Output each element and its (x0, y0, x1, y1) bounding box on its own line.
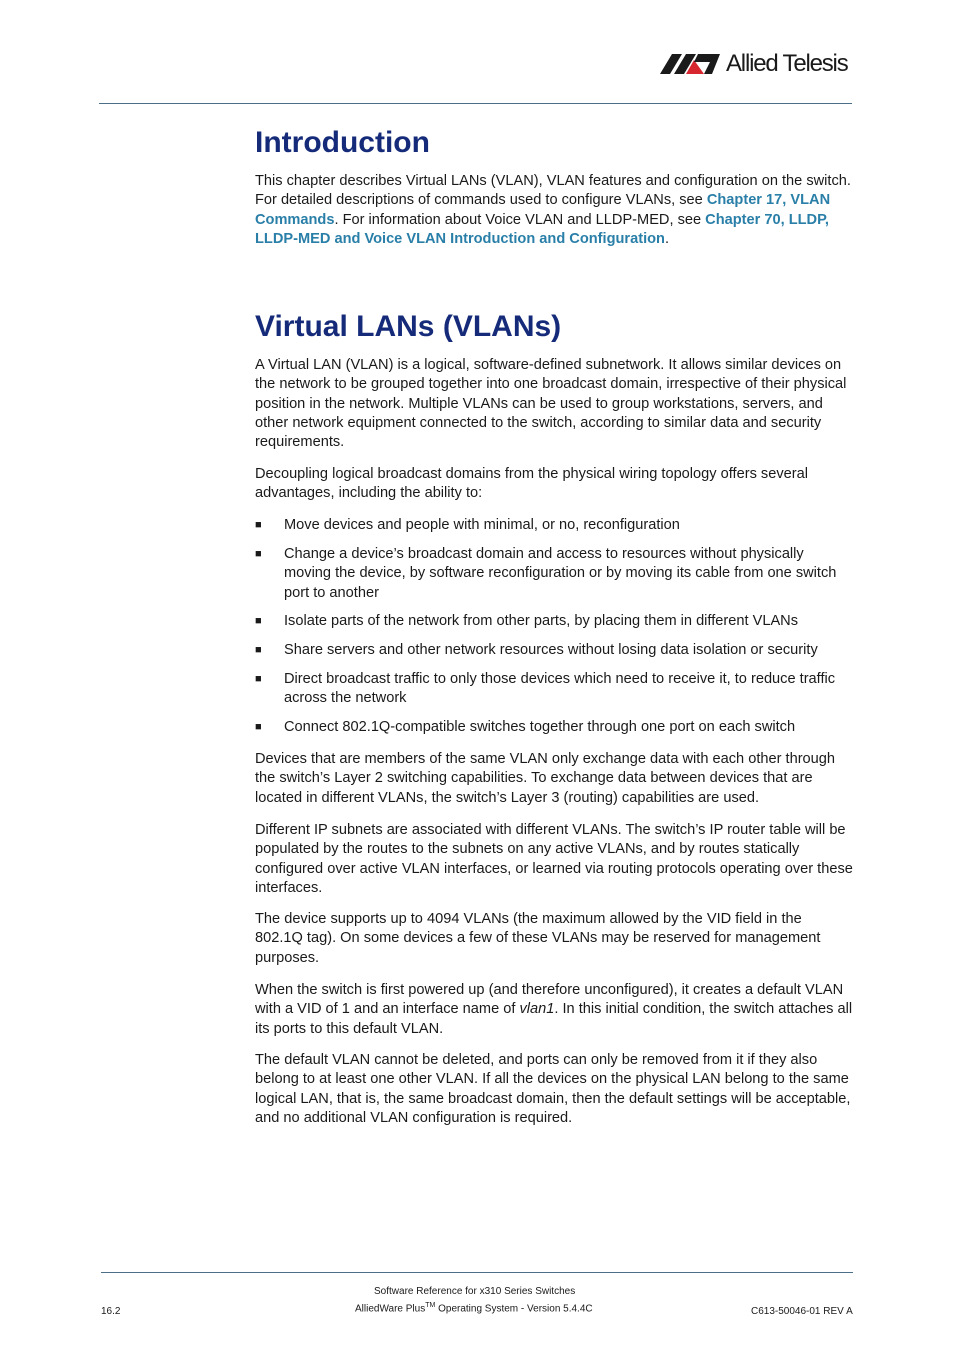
bullet-square-icon: ■ (255, 644, 262, 656)
list-item-text: Connect 802.1Q-compatible switches together through one port on each switch (284, 719, 796, 735)
footer-rule (101, 1272, 853, 1273)
allied-telesis-logo (660, 50, 856, 80)
vlans-paragraph-5: The device supports up to 4094 VLANs (the maximum allowed by the VID field in the 802.1Q tag). On some devices a few of these VLANs may be reserved for management purposes. (255, 911, 821, 966)
link-vlan-commands[interactable]: Chapter 17, VLAN Commands (255, 192, 831, 228)
intro-text-2: . For information about Voice VLAN and LLDP-MED, see (334, 211, 706, 228)
vlans-paragraph-7: The default VLAN cannot be deleted, and ports can only be removed from it if they also belong to at least one other VLAN. If all the devices on the physical LAN belong to the same logical LAN, that is, the same broadcast domain, then the default settings will be acceptable, and no additional VLAN configuration is required. (255, 1052, 851, 1126)
p6-text-1: When the switch is first powered up (and therefore unconfigured), it creates a default VLAN with a VID of 1 and an interface name of (255, 982, 844, 1018)
bullet-square-icon: ■ (255, 548, 262, 560)
intro-text-3: . (664, 230, 670, 247)
p6-interface-name: vlan1 (519, 1001, 555, 1018)
brand-wordmark: Allied Telesis (726, 50, 848, 77)
footer-product (355, 1302, 593, 1314)
introduction-heading: Introduction (255, 126, 430, 159)
bullet-square-icon: ■ (255, 519, 262, 531)
vlans-paragraph-2: Decoupling logical broadcast domains from the physical wiring topology offers several advantages, including the ability to: (255, 466, 808, 502)
footer-product-name: AlliedWare Plus (355, 1303, 426, 1315)
bullet-square-icon: ■ (255, 721, 262, 733)
link-lldp-chapter[interactable]: Chapter 70, LLDP, LLDP-MED and Voice VLAN Introduction and Configuration (255, 211, 829, 247)
footer-page-number: 16.2 (101, 1306, 121, 1317)
p6-text-2: . In this initial condition, the switch attaches all its ports to this default VLAN. (255, 1001, 853, 1037)
vlans-paragraph-4: Different IP subnets are associated with different VLANs. The switch’s IP router table will be populated by the routes to the subnets on any active VLANs, and by routes statically configured over active VLAN interfaces, or learned via routing protocols operating over these interfaces. (255, 822, 853, 896)
vlans-paragraph-1: A Virtual LAN (VLAN) is a logical, software-defined subnetwork. It allows similar devices on the network to be grouped together into one broadcast domain, irrespective of their physical position in the network. Multiple VLANs can be used to group workstations, servers, and other network equipment connected to the switch, according to similar data and security requirements. (255, 357, 847, 451)
bullet-square-icon: ■ (255, 673, 262, 685)
list-item-text: Change a device’s broadcast domain and access to resources without physically moving the device, by software reconfiguration or by moving its cable from one switch port to another (284, 546, 837, 601)
header-rule (99, 103, 852, 104)
list-item-text: Share servers and other network resources without losing data isolation or security (284, 642, 818, 658)
list-item-text: Direct broadcast traffic to only those devices which need to receive it, to reduce traffic across the network (284, 671, 836, 707)
list-item-text: Move devices and people with minimal, or no, reconfiguration (284, 517, 680, 533)
logo-mark-icon (660, 54, 724, 74)
footer-product-version: Operating System - Version 5.4.4C (435, 1303, 593, 1315)
vlans-paragraph-3: Devices that are members of the same VLAN only exchange data with each other through the switch’s Layer 2 switching capabilities. To exchange data between devices that are located in different VLANs, the switch’s Layer 3 (routing) capabilities are used. (255, 751, 836, 806)
vlans-heading: Virtual LANs (VLANs) (255, 310, 562, 343)
footer-trademark: TM (425, 1302, 436, 1309)
bullet-square-icon: ■ (255, 615, 262, 627)
list-item-text: Isolate parts of the network from other parts, by placing them in different VLANs (284, 613, 799, 629)
footer-title: Software Reference for x310 Series Switches (374, 1286, 576, 1297)
introduction-paragraph (255, 172, 853, 249)
footer-doc-id: C613-50046-01 REV A (751, 1306, 853, 1317)
intro-text-1: This chapter describes Virtual LANs (VLAN), VLAN features and configuration on the switch. For detailed descriptions of commands used to configure VLANs, see (255, 173, 851, 209)
vlans-paragraph-6 (255, 981, 853, 1039)
